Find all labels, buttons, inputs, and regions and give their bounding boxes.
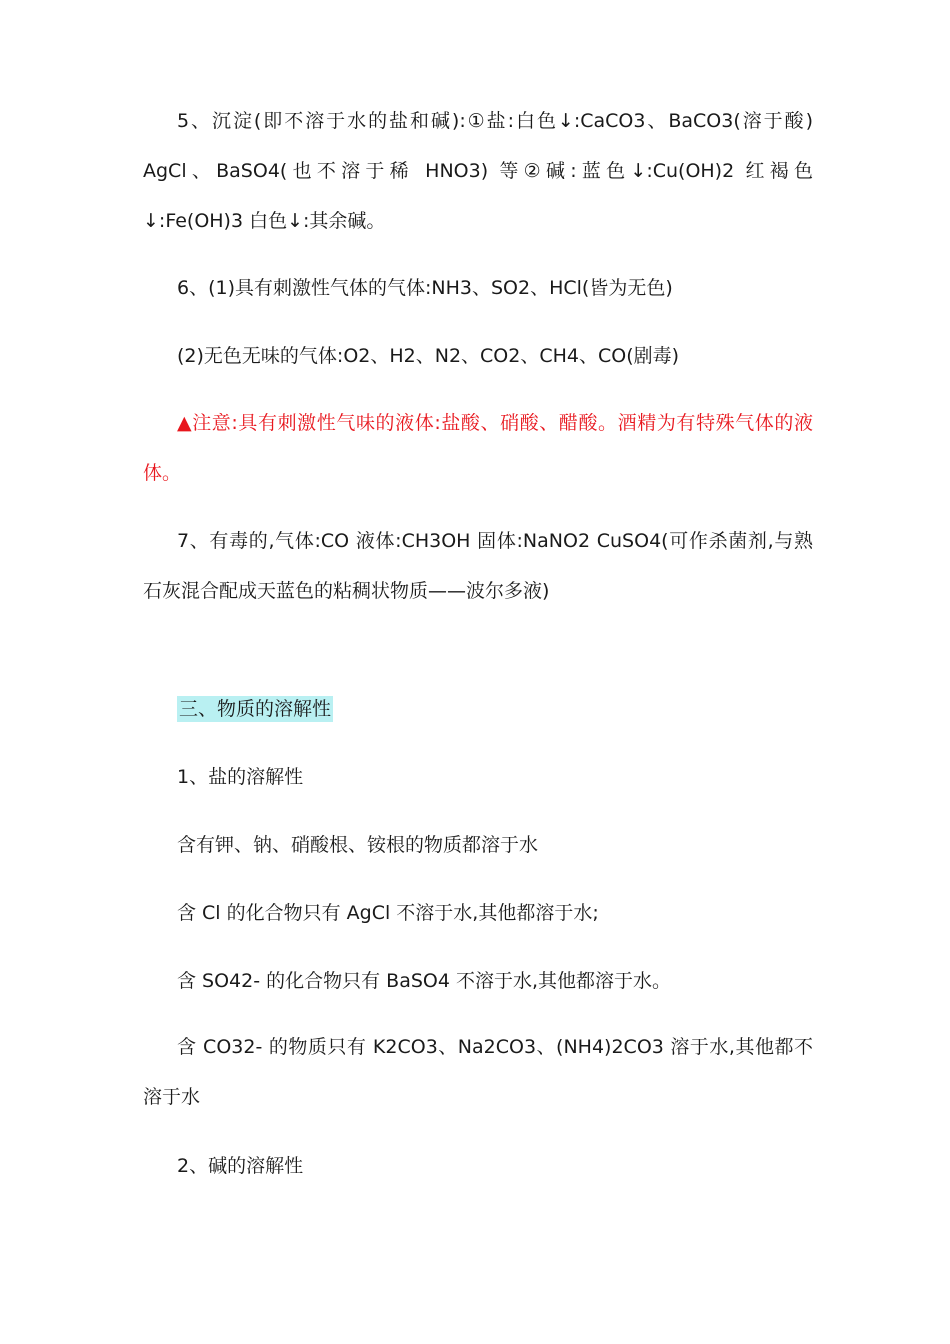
paragraph-chloride: 含 Cl 的化合物只有 AgCl 不溶于水,其他都溶于水;: [177, 902, 599, 924]
paragraph-odorless-gases: (2)无色无味的气体:O2、H2、N2、CO2、CH4、CO(剧毒): [177, 345, 680, 367]
paragraph-carbonate: 含 CO32- 的物质只有 K2CO3、Na2CO3、(NH4)2CO3 溶于水,其他都不溶于水: [143, 1036, 813, 1108]
paragraph-precipitates: 5、沉淀(即不溶于水的盐和碱):①盐:白色↓:CaCO3、BaCO3(溶于酸) AgCl、BaSO4(也不溶于稀 HNO3) 等②碱:蓝色↓:Cu(OH)2 红褐色↓:Fe(OH)3 白色↓:其余碱。: [143, 110, 813, 232]
paragraph-toxic: 7、有毒的,气体:CO 液体:CH3OH 固体:NaNO2 CuSO4(可作杀菌剂,与熟石灰混合配成天蓝色的粘稠状物质——波尔多液): [143, 530, 813, 602]
paragraph-sulfate: 含 SO42- 的化合物只有 BaSO4 不溶于水,其他都溶于水。: [177, 970, 672, 992]
paragraph-note: ▲注意:具有刺激性气味的液体:盐酸、硝酸、醋酸。酒精为有特殊气体的液体。: [143, 412, 813, 484]
subheading-base-solubility: 2、碱的溶解性: [177, 1155, 304, 1177]
subheading-salt-solubility: 1、盐的溶解性: [177, 766, 304, 788]
paragraph-soluble-ions: 含有钾、钠、硝酸根、铵根的物质都溶于水: [177, 834, 539, 856]
section-heading-text: 三、物质的溶解性: [179, 698, 332, 720]
section-heading-solubility: [177, 694, 333, 724]
paragraph-irritating-gases: 6、(1)具有刺激性气体的气体:NH3、SO2、HCl(皆为无色): [177, 277, 673, 299]
